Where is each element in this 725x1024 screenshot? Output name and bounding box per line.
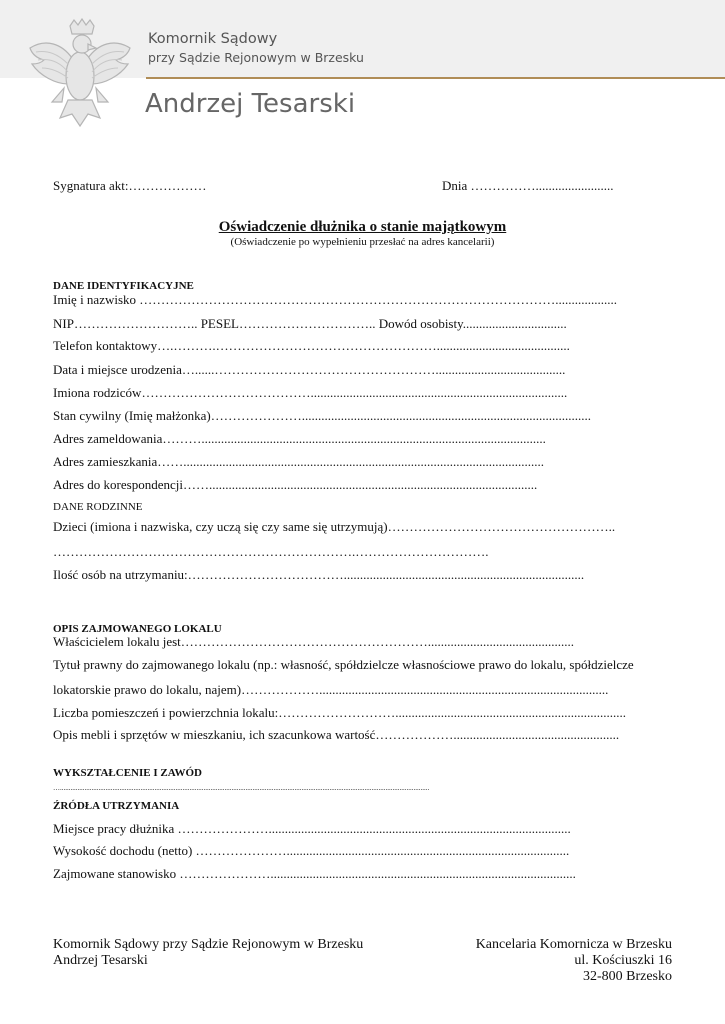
footer-office: Komornik Sądowy przy Sądzie Rejonowym w Brzesku xyxy=(53,937,364,952)
section-heading-education: WYKSZTAŁCENIE I ZAWÓD xyxy=(53,767,202,779)
field-marital: Stan cywilny (Imię małżonka)…………………......................................................................................... xyxy=(53,408,592,423)
section-heading-premises: OPIS ZAJMOWANEGO LOKALU xyxy=(53,623,222,635)
date-field: Dnia ……………........................ xyxy=(442,178,614,193)
field-birth: Data i miejsce urodzenia…......……………………………………………........................................ xyxy=(53,362,566,377)
bailiff-name: Andrzej Tesarski xyxy=(145,89,356,119)
document-title: Oświadczenie dłużnika o stanie majątkowym xyxy=(218,219,507,235)
field-children: Dzieci (imiona i nazwiska, czy uczą się czy same się utrzymują)…………………………………………….. xyxy=(53,519,616,534)
footer-city: 32-800 Brzesko xyxy=(582,969,672,984)
field-nip-pesel-id: NIP……………………….. PESEL………………………….. Dowód osobisty................................ xyxy=(53,316,567,331)
field-position: Zajmowane stanowisko ………………….............................................................................................. xyxy=(53,866,576,881)
footer-street: ul. Kościuszki 16 xyxy=(574,953,672,968)
field-registered-address: Adres zameldowania……….......................................................................................................... xyxy=(53,431,546,446)
field-rooms-area: Liczba pomieszczeń i powierzchnia lokalu:………………………....................................................................... xyxy=(53,705,626,720)
field-education: …................................................................................................................................................................................................................... xyxy=(53,784,430,792)
section-heading-family: DANE RODZINNE xyxy=(53,501,143,513)
field-correspondence-address: Adres do korespondencji……..................................................................................................... xyxy=(53,477,538,492)
footer-chancellery: Kancelaria Komornicza w Brzesku xyxy=(475,937,672,952)
field-furniture: Opis mebli i sprzętów w mieszkaniu, ich szacunkowa wartość………………................................................... xyxy=(53,727,620,742)
signature-field: Sygnatura akt:……………… xyxy=(53,178,207,193)
section-heading-identification: DANE IDENTYFIKACYJNE xyxy=(53,280,194,292)
field-legal-title-continued: lokatorskie prawo do lokalu, najem)………………......................................................................................... xyxy=(53,682,609,697)
office-court: przy Sądzie Rejonowym w Brzesku xyxy=(148,50,364,65)
field-residence-address: Adres zamieszkania……............................................................................................................... xyxy=(53,454,545,469)
footer-name: Andrzej Tesarski xyxy=(53,953,148,968)
field-owner: Właścicielem lokalu jest…………………………………………………............................................. xyxy=(53,634,575,649)
field-children-continued: …………………………………………………………….…………………………. xyxy=(53,544,489,559)
polish-eagle-icon xyxy=(28,18,132,130)
section-heading-income: ŹRÓDŁA UTRZYMANIA xyxy=(53,800,180,812)
field-name: Imię i nazwisko ……………………………………………………………………………………................... xyxy=(53,292,618,307)
field-workplace: Miejsce pracy dłużnika …………………............................................................................................. xyxy=(53,821,571,836)
field-income: Wysokość dochodu (netto) …………………....................................................................................... xyxy=(53,843,570,858)
field-legal-title: Tytuł prawny do zajmowanego lokalu (np.: własność, spółdzielcze własnościowe prawo do lokalu, spółdzielcze xyxy=(53,657,634,672)
office-title: Komornik Sądowy xyxy=(148,31,278,47)
field-phone: Telefon kontaktowy….……….……………………………………………......................................... xyxy=(53,338,570,353)
document-subtitle: (Oświadczenie po wypełnieniu przesłać na adres kancelarii) xyxy=(230,236,495,248)
field-parents: Imiona rodziców…………………………………............................................................................... xyxy=(53,385,568,400)
field-dependents: Ilość osób na utrzymaniu:……………………………….......................................................................... xyxy=(53,567,585,582)
letterhead-divider xyxy=(146,77,725,79)
